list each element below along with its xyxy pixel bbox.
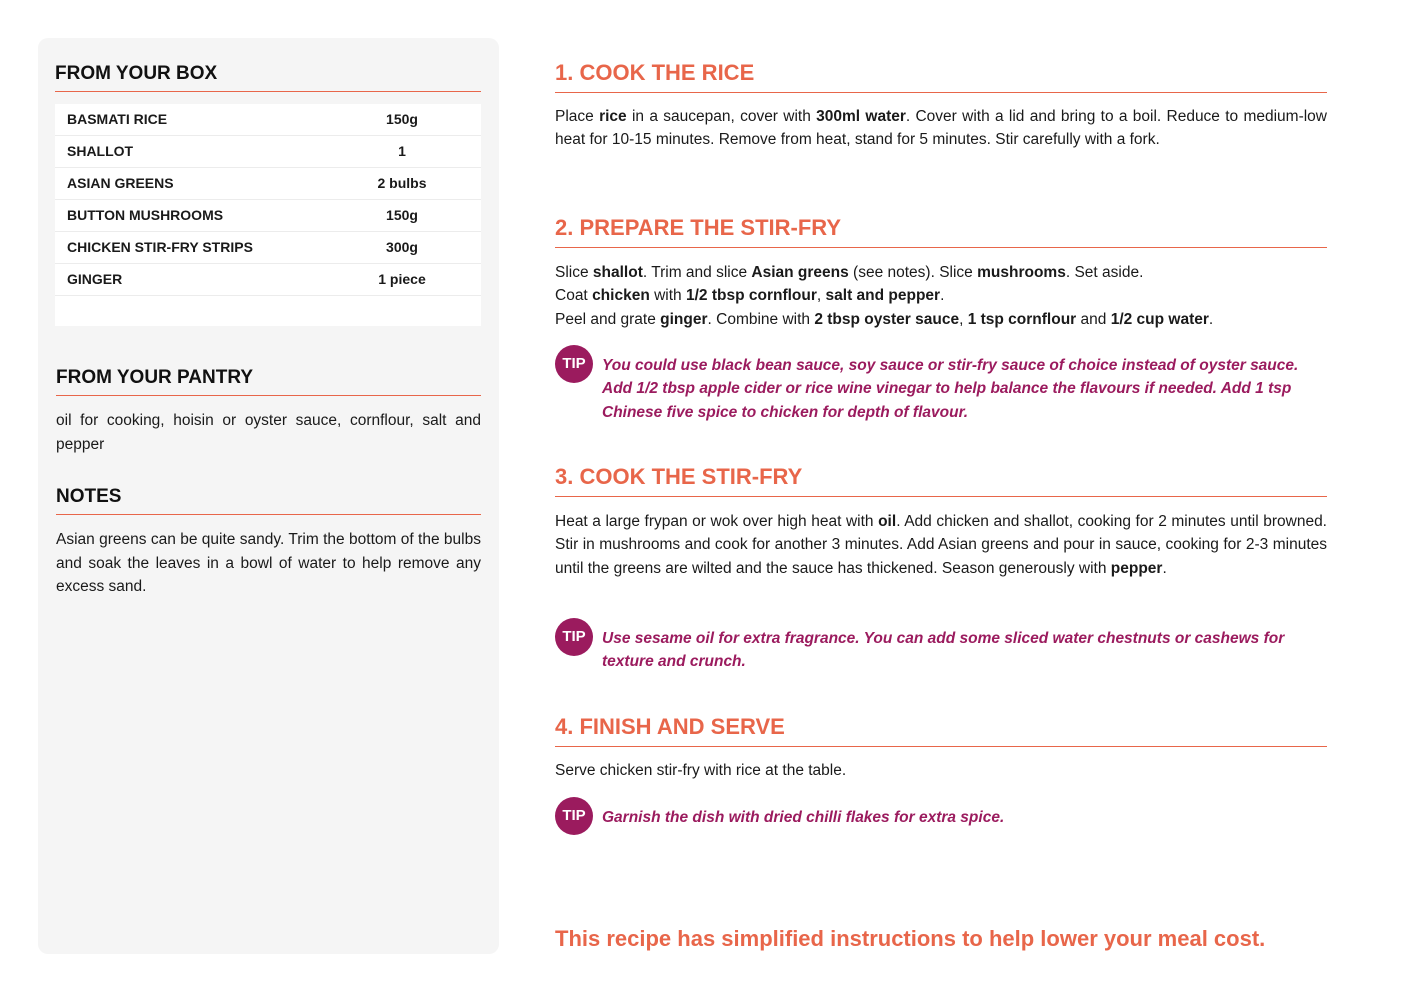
- tip-badge: TIP: [555, 618, 593, 656]
- step-2-tip: You could use black bean sauce, soy sauce or stir-fry sauce of choice instead of oyster sauce. Add 1/2 tbsp apple cider or rice wine vinegar to help balance the flavours if needed. Add 1 tsp Chinese five spice to chicken for depth of flavour.: [602, 357, 1299, 421]
- box-ingredients-table: [55, 104, 481, 326]
- ingredient-emphasis: pepper: [1110, 559, 1163, 577]
- step-4-tip: Garnish the dish with dried chilli flakes for extra spice.: [602, 809, 1005, 826]
- ingredient-emphasis: 1/2 cup water: [1110, 310, 1209, 328]
- ingredient-name: CHICKEN STIR-FRY STRIPS: [67, 239, 253, 255]
- step-2-text: [555, 261, 1327, 331]
- ingredient-qty: 2 bulbs: [377, 175, 427, 191]
- ingredient-name: SHALLOT: [67, 143, 134, 159]
- notes-text: Asian greens can be quite sandy. Trim the bottom of the bulbs and soak the leaves in a bowl of water to help remove any excess sand.: [56, 531, 481, 595]
- ingredient-emphasis: shallot: [592, 264, 643, 281]
- step-3-text: [555, 510, 1327, 580]
- table-row: [55, 136, 481, 168]
- step-line: Heat a large frypan or wok over high heat with oil. Add chicken and shallot, cooking for 2 minutes until browned. Stir in mushrooms and cook for another 3 minutes. Add Asian greens and pour in sauce, cooking for 2-3 minutes until the greens are wilted and the sauce has thickened. Season generously with pepper.: [555, 513, 1327, 577]
- step-4-text: [555, 759, 1327, 782]
- ingredient-qty: 1: [398, 143, 406, 159]
- table-row: [55, 104, 481, 136]
- footer-note: This recipe has simplified instructions to help lower your meal cost.: [555, 926, 1266, 951]
- step-line: Place rice in a saucepan, cover with 300ml water. Cover with a lid and bring to a boil. Reduce to medium-low heat for 10-15 minutes. Remove from heat, stand for 5 minutes. Stir carefully with a fork.: [555, 108, 1327, 149]
- step-line: Slice shallot. Trim and slice Asian greens (see notes). Slice mushrooms. Set aside.: [555, 264, 1144, 281]
- table-row: [55, 264, 481, 296]
- ingredient-emphasis: ginger: [660, 310, 708, 328]
- step-line: Peel and grate ginger. Combine with 2 tbsp oyster sauce, 1 tsp cornflour and 1/2 cup water.: [555, 310, 1214, 328]
- pantry-text: oil for cooking, hoisin or oyster sauce, cornflour, salt and pepper: [56, 412, 481, 453]
- ingredient-emphasis: salt and pepper: [825, 287, 941, 305]
- ingredient-emphasis: Asian greens: [751, 264, 849, 281]
- ingredient-qty: 150g: [386, 207, 418, 223]
- step-line: Serve chicken stir-fry with rice at the table.: [555, 762, 847, 779]
- ingredient-qty: 300g: [386, 239, 418, 255]
- ingredient-emphasis: 2 tbsp oyster sauce: [814, 310, 960, 328]
- ingredient-emphasis: rice: [599, 108, 627, 125]
- ingredient-name: BASMATI RICE: [67, 111, 168, 127]
- ingredient-qty: 150g: [386, 111, 418, 127]
- step-1-heading: 1. COOK THE RICE: [555, 60, 1327, 93]
- step-3-heading: 3. COOK THE STIR-FRY: [555, 464, 1327, 497]
- ingredient-name: GINGER: [67, 271, 123, 287]
- pantry-heading: FROM YOUR PANTRY: [56, 367, 481, 396]
- ingredient-emphasis: 1 tsp cornflour: [967, 310, 1077, 328]
- step-3-tip: Use sesame oil for extra fragrance. You can add some sliced water chestnuts or cashews for texture and crunch.: [602, 630, 1285, 671]
- ingredient-name: ASIAN GREENS: [67, 175, 174, 191]
- table-row: [55, 168, 481, 200]
- ingredient-emphasis: mushrooms: [977, 264, 1066, 281]
- step-2-heading: 2. PREPARE THE STIR-FRY: [555, 215, 1327, 248]
- tip-badge: TIP: [555, 345, 593, 383]
- box-heading: FROM YOUR BOX: [55, 63, 481, 92]
- notes-heading: NOTES: [56, 486, 481, 515]
- ingredient-name: BUTTON MUSHROOMS: [67, 207, 224, 223]
- ingredient-emphasis: oil: [878, 513, 897, 530]
- ingredient-emphasis: 300ml water: [816, 108, 906, 125]
- ingredient-emphasis: chicken: [592, 287, 650, 305]
- step-line: Coat chicken with 1/2 tbsp cornflour, salt and pepper.: [555, 287, 945, 305]
- table-row: [55, 200, 481, 232]
- tip-badge: TIP: [555, 797, 593, 835]
- step-1-text: [555, 105, 1327, 152]
- table-row: [55, 232, 481, 264]
- ingredient-qty: 1 piece: [378, 271, 426, 287]
- step-4-heading: 4. FINISH AND SERVE: [555, 714, 1327, 747]
- ingredient-emphasis: 1/2 tbsp cornflour: [685, 287, 817, 305]
